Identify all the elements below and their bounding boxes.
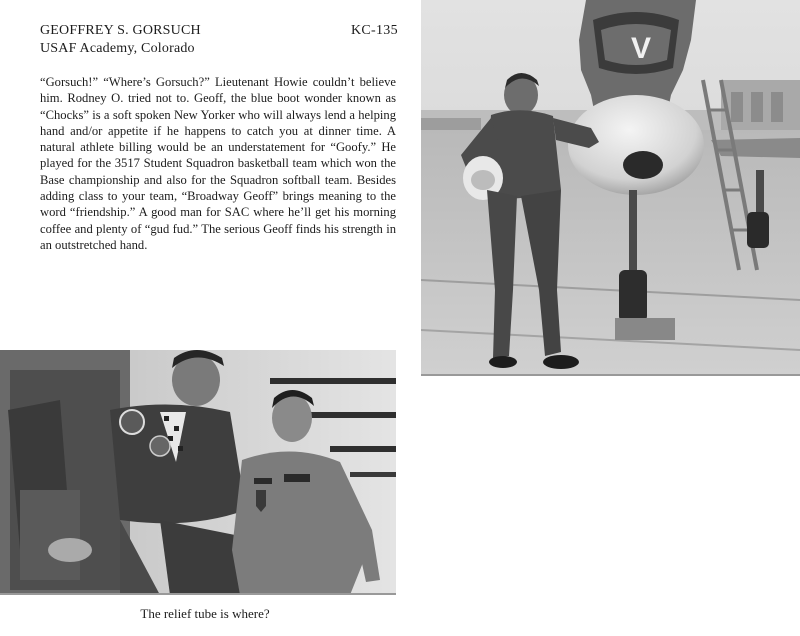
cadet-heading [40, 22, 201, 58]
suit-up-photo [0, 350, 396, 595]
cadet-hometown: USAF Academy, Colorado [40, 41, 195, 56]
cadet-name: GEOFFREY S. GORSUCH [40, 23, 201, 38]
aircraft-assignment: KC-135 [351, 23, 398, 38]
photo-pilots-suiting-up-icon [0, 350, 396, 595]
photo-pilot-with-jet-icon [421, 0, 800, 376]
bio-paragraph: “Gorsuch!” “Where’s Gorsuch?” Lieutenant Howie couldn’t believe him. Rodney O. tried not to. Geoff, the blue boot wonder known as “Chocks” is a soft spoken New Yorker who will always lend a helping hand and/or appetite if he happens to catch you at dinner time. A natural athlete billing would be an understatement for “Goofy.” He played for the 3517 Student Squadron basketball team which won the Base championship and also for the Squadron softball team. Besides adding class to your team, “Broadway Geoff” brings meaning to the word “friendship.” A good man for SAC where he’ll get his morning coffee and plenty of “gud fud.” The serious Geoff finds his strength in an outstretched hand. [40, 75, 396, 252]
photo-caption: The relief tube is where? [140, 606, 270, 621]
jet-photo [421, 0, 800, 376]
tail-letter: V [631, 32, 652, 65]
